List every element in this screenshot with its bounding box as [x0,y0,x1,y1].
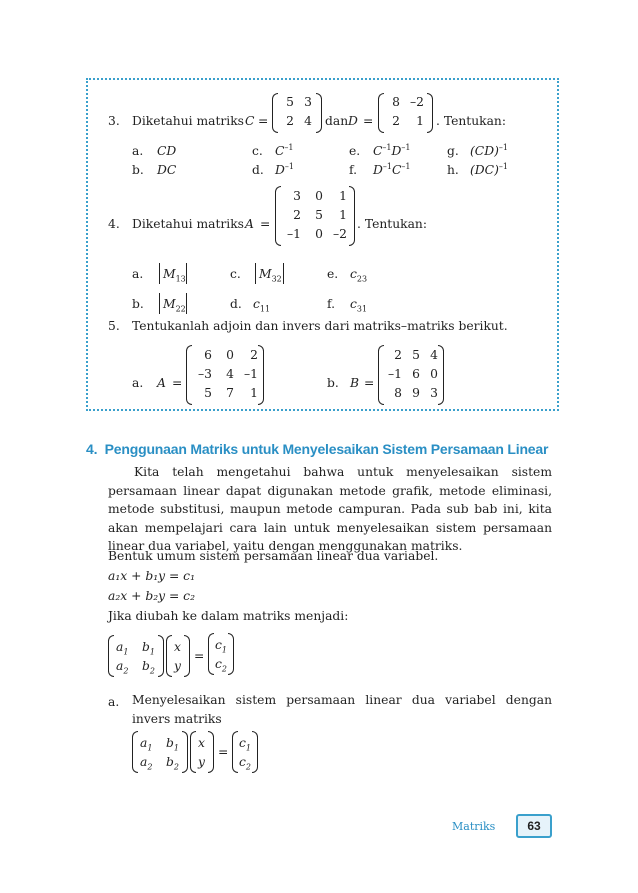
section-title: Penggunaan Matriks untuk Menyelesaikan Sistem Persamaan Linear [104,441,549,457]
ex5-a-label: A [157,376,166,390]
ex5-b-label: B [350,376,360,390]
ex3-number: 3. [108,114,120,128]
page-number: 63 [516,814,552,838]
ex4-a-label: A [245,217,254,231]
ex4-item-c: $M_{32}$ [259,267,282,284]
ex3-tail: . Tentukan: [436,114,506,128]
ex3-matrix-d: 8 –2 2 1 [378,93,433,133]
ex3-d-label: D [348,114,358,128]
ex4-item-e: $c_{23}$ [350,267,368,284]
subsection-text: Menyelesaikan sistem persamaan linear dua variabel dengan invers matriks [132,693,552,726]
intro-paragraph: Kita telah mengetahui bahwa untuk menyelesaikan sistem persamaan linear dapat digunakan metode grafik, metode eliminasi, metode substitusi, maupun metode campuran. Pada sub bab ini, kita akan mempelajari cara lain untuk menyelesaikan sistem persamaan linear dua variabel, yaitu dengan menggunakan matriks. [108,465,552,553]
ex5-number: 5. [108,319,120,333]
ex4-tail: . Tentukan: [357,217,427,231]
equation-1: a₁x + b₁y = c₁ [108,569,196,583]
ex4-number: 4. [108,217,120,231]
section-heading [86,441,548,457]
ex3-and: dan [325,114,349,128]
ex4-intro: Diketahui matriks [132,217,244,231]
ex4-item-b: $M_{22}$ [163,297,186,314]
subsection-key: a. [108,695,120,709]
ex3-matrix-c: 5 3 2 4 [272,93,322,133]
matrix-equation-1: $a_1$ $b_1$ $a_2$ $b_2$ x y = $c_1$ $c_2$ [108,635,248,679]
ex3-item-d: $D^{-1}$ [275,161,294,177]
ex4-item-a: $M_{13}$ [163,267,186,284]
ex4-item-d: $c_{11}$ [253,297,271,314]
ex4-matrix-a: 3 0 1 2 5 1 –1 0 –2 [275,186,355,246]
general-form-text: Bentuk umum sistem persamaan linear dua variabel. [108,549,439,563]
ex3-item-g: (CD)$^{-1}$ [470,142,508,158]
ex3-item-h: (DC)$^{-1}$ [470,161,508,177]
ex3-intro: Diketahui matriks [132,114,244,128]
ex3-item-a: CD [157,144,177,158]
ex5-text: Tentukanlah adjoin dan invers dari matriks–matriks berikut. [132,319,508,333]
ex3-item-e: $C^{-1}D^{-1}$ [373,142,411,158]
ex5-matrix-a: 6 0 2 –3 4 –1 5 7 1 [186,345,264,405]
ex3-item-b: DC [157,163,177,177]
ex5-matrix-b: 2 5 4 –1 6 0 8 9 3 [378,345,444,405]
matrix-transform-text: Jika diubah ke dalam matriks menjadi: [108,609,349,623]
ex3-item-c: $C^{-1}$ [275,142,294,158]
matrix-equation-2: $a_1$ $b_1$ $a_2$ $b_2$ x y = $c_1$ $c_2$ [132,731,272,775]
ex3-c-label: C [245,114,255,128]
ex3-item-f: $D^{-1}C^{-1}$ [373,161,411,177]
equation-2: a₂x + b₂y = c₂ [108,589,196,603]
footer-chapter-label: Matriks [452,820,496,833]
ex4-item-f: $c_{31}$ [350,297,368,314]
section-number: 4. [86,441,98,457]
